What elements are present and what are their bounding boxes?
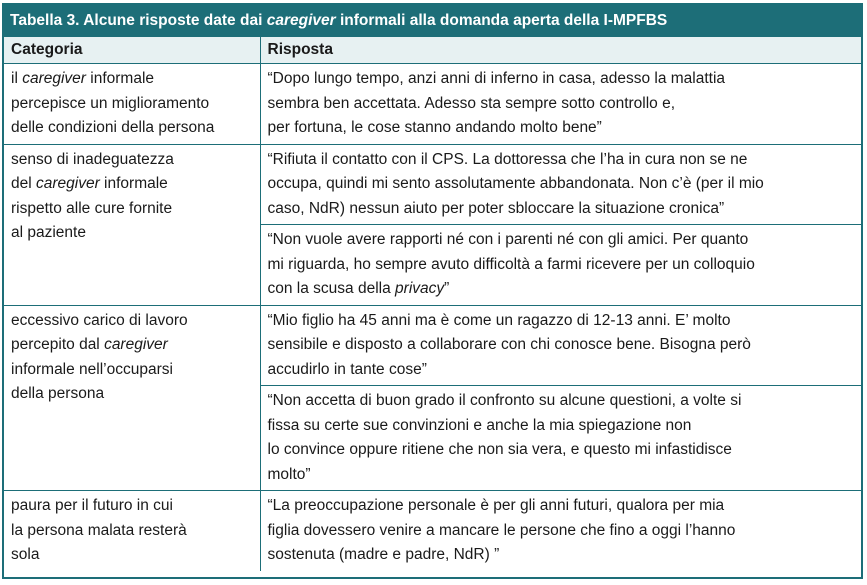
response-line: lo convince oppure ritiene che non sia vera, e questo mi infastidisce	[267, 441, 732, 458]
category-line: il caregiver informale	[11, 70, 155, 87]
response-cell	[260, 386, 861, 491]
italic-term: caregiver	[22, 70, 86, 87]
category-line: la persona malata resterà	[11, 521, 187, 539]
response-cell	[260, 491, 861, 571]
header-category: Categoria	[4, 37, 260, 64]
response-cell	[260, 225, 861, 306]
response-cell	[260, 305, 861, 386]
table-row	[4, 144, 861, 225]
response-line: “Rifiuta il contatto con il CPS. La dottoressa che l’ha in cura non se ne	[267, 150, 748, 168]
response-line: figlia dovessero venire a mancare le persone che fino a oggi l’hanno	[267, 521, 736, 539]
table-row	[4, 64, 861, 145]
category-line: eccessivo carico di lavoro	[11, 311, 188, 329]
response-line: fissa su certe sue convinzioni e anche la mia spiegazione non	[267, 416, 692, 434]
response-line: molto”	[267, 465, 311, 483]
category-cell	[4, 64, 260, 145]
category-line: rispetto alle cure fornite	[11, 199, 173, 217]
table-title-suffix: informali alla domanda aperta della I-MPFBS	[335, 12, 668, 29]
category-line: sola	[11, 546, 40, 563]
response-line: con la scusa della privacy”	[267, 280, 450, 297]
category-line: informale nell’occuparsi	[11, 360, 173, 378]
table-row	[4, 305, 861, 386]
response-line: accudirlo in tante cose”	[267, 360, 427, 378]
category-line: senso di inadeguatezza	[11, 150, 174, 168]
response-line: “Dopo lungo tempo, anzi anni di inferno in casa, adesso la malattia	[267, 70, 726, 87]
category-cell	[4, 305, 260, 491]
italic-term: caregiver	[104, 336, 168, 353]
category-line: della persona	[11, 385, 105, 402]
responses-table	[4, 37, 861, 571]
response-line: “Mio figlio ha 45 anni ma è come un ragazzo di 12-13 anni. E’ molto	[267, 311, 731, 329]
table-header-row	[4, 37, 861, 64]
response-line: per fortuna, le cose stanno andando molto bene”	[267, 119, 602, 136]
italic-term: privacy	[395, 280, 445, 297]
table-title-prefix: Tabella 3. Alcune risposte date dai	[10, 12, 267, 29]
category-cell	[4, 144, 260, 305]
category-line: percepito dal caregiver	[11, 336, 168, 353]
response-line: sensibile e disposto a collaborare con chi conosce bene. Bisogna però	[267, 336, 751, 353]
response-line: “Non accetta di buon grado il confronto su alcune questioni, a volte si	[267, 392, 742, 409]
response-line: sostenuta (madre e padre, NdR) ”	[267, 546, 500, 563]
response-line: “Non vuole avere rapporti né con i parenti né con gli amici. Per quanto	[267, 231, 749, 248]
table-title	[4, 5, 861, 37]
category-line: del caregiver informale	[11, 175, 168, 192]
table-body	[4, 64, 861, 571]
category-line: paura per il futuro in cui	[11, 497, 173, 514]
category-line: al paziente	[11, 224, 86, 241]
response-line: “La preoccupazione personale è per gli anni futuri, qualora per mia	[267, 497, 725, 514]
response-line: occupa, quindi mi sento assolutamente abbandonata. Non c’è (per il mio	[267, 175, 764, 192]
header-response: Risposta	[260, 37, 861, 64]
response-line: mi riguarda, ho sempre avuto difficoltà a farmi ricevere per un colloquio	[267, 255, 755, 273]
table-frame	[2, 3, 863, 579]
italic-term: caregiver	[36, 175, 100, 192]
response-line: sembra ben accettata. Adesso sta sempre sotto controllo e,	[267, 94, 676, 112]
table-title-italic: caregiver	[266, 12, 336, 29]
response-line: caso, NdR) nessun aiuto per poter sbloccare la situazione cronica”	[267, 199, 725, 217]
response-cell	[260, 64, 861, 145]
response-cell	[260, 144, 861, 225]
category-line: percepisce un miglioramento	[11, 94, 210, 112]
table-row	[4, 491, 861, 571]
category-cell	[4, 491, 260, 571]
category-line: delle condizioni della persona	[11, 119, 215, 136]
